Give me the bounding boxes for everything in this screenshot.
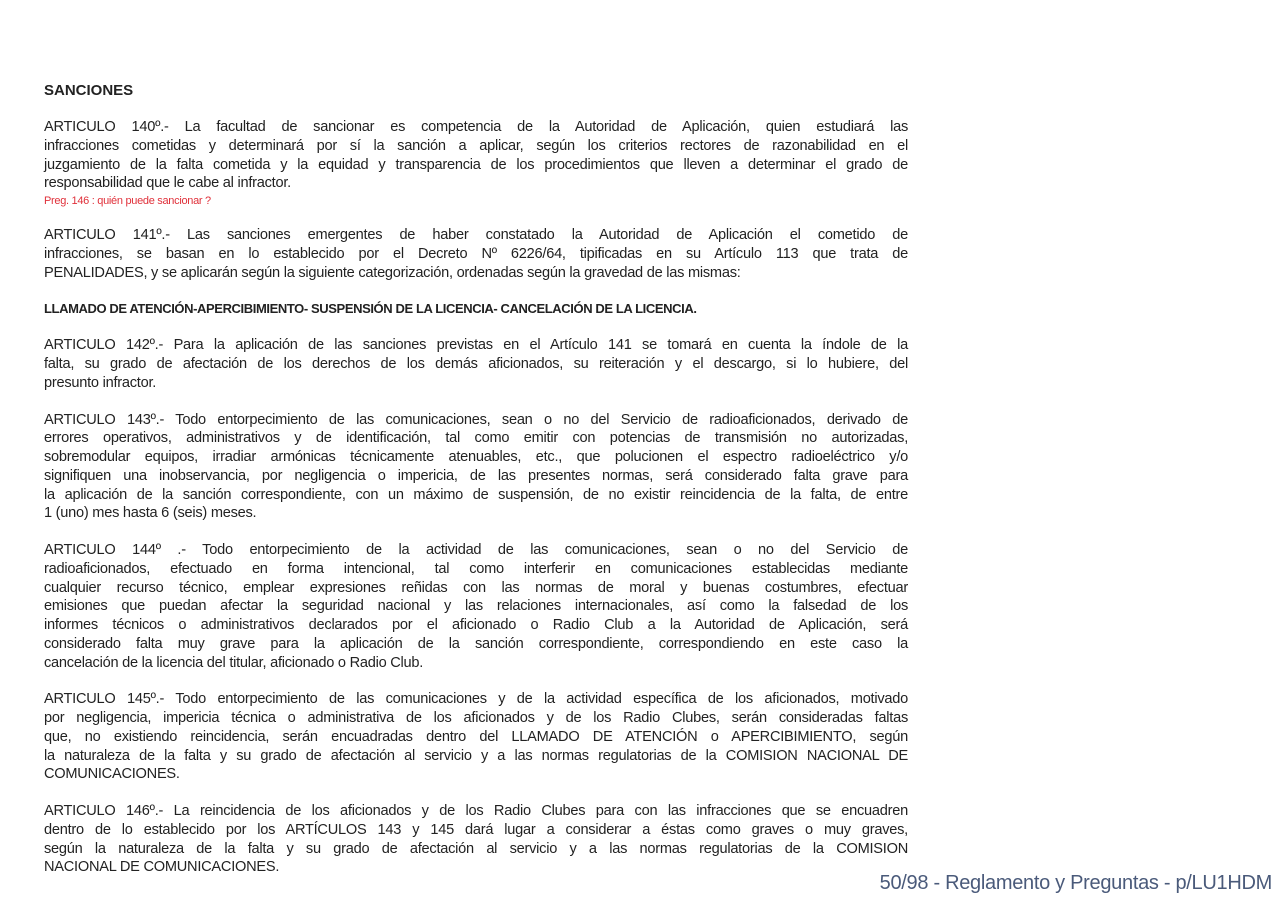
article-line: sobremodular equipos, irradiar armónicas técnicamente atenuables, etc., que polucionen el espectro radioeléctrico y/o xyxy=(44,449,908,465)
article-line: juzgamiento de la falta cometida y la equidad y transparencia de los procedimientos que lleven a determinar el grado de xyxy=(44,156,908,173)
article-line: PENALIDADES, y se aplicarán según la siguiente categorización, ordenadas según la gravedad de las mismas: xyxy=(44,264,741,281)
article-line: presunto infractor. xyxy=(44,374,157,391)
article-line: dentro de lo establecido por los ARTÍCULOS 143 y 145 dará lugar a considerar a éstas como graves o muy graves, xyxy=(44,821,908,838)
article-line: según la naturaleza de la falta y su grado de afectación al servicio y a las normas regulatorias de la COMISION xyxy=(44,840,908,857)
article-142 xyxy=(44,336,908,392)
question-note: Preg. 146 : quién puede sancionar ? xyxy=(44,195,211,207)
article-line: informes técnicos o administrativos declarados por el aficionado o Radio Club a la Autoridad de Aplicación, será xyxy=(44,617,908,633)
article-line: signifiquen una inobservancia, por negligencia o impericia, de las presentes normas, será considerado falta grave para xyxy=(44,467,908,484)
section-heading: SANCIONES xyxy=(44,82,134,99)
article-line: ARTICULO 145º.- Todo entorpecimiento de las comunicaciones y de la actividad específica de los aficionados, motivado xyxy=(44,691,908,708)
article-line: ARTICULO 144º .- Todo entorpecimiento de la actividad de las comunicaciones, sean o no del Servicio de xyxy=(44,542,908,558)
article-line: infracciones, se basan en lo establecido por el Decreto Nº 6226/64, tipificadas en su Artículo 113 que trata de xyxy=(44,245,908,262)
page-footer: 50/98 - Reglamento y Preguntas - p/LU1HDM xyxy=(879,872,1272,894)
article-line: infracciones cometidas y determinará por sí la sanción a aplicar, según los criterios rectores de razonabilidad en el xyxy=(44,137,908,154)
article-line: 1 (uno) mes hasta 6 (seis) meses. xyxy=(44,505,257,522)
article-line: que, no existiendo reincidencia, serán encuadradas dentro del LLAMADO DE ATENCIÓN o APERCIBIMIENTO, según xyxy=(44,728,908,745)
article-line: la aplicación de la sanción correspondiente, con un máximo de suspensión, de no existir reincidencia de la falta, de entre xyxy=(44,486,908,503)
article-line: la naturaleza de la falta y su grado de afectación al servicio y a las normas regulatorias de la COMISION NACIONAL DE xyxy=(44,747,908,764)
article-146 xyxy=(44,802,908,877)
article-line: ARTICULO 143º.- Todo entorpecimiento de las comunicaciones, sean o no del Servicio de radioaficionados, derivado de xyxy=(44,411,908,428)
article-line: ARTICULO 142º.- Para la aplicación de las sanciones previstas en el Artículo 141 se tomará en cuenta la índole de la xyxy=(44,337,908,354)
article-line: errores operativos, administrativos y de identificación, tal como emitir con potencias de transmisión no autorizadas, xyxy=(44,430,908,447)
sanction-categories: LLAMADO DE ATENCIÓN-APERCIBIMIENTO- SUSPENSIÓN DE LA LICENCIA- CANCELACIÓN DE LA LICENCIA. xyxy=(44,301,697,317)
article-141 xyxy=(44,226,908,282)
article-line: ARTICULO 141º.- Las sanciones emergentes de haber constatado la Autoridad de Aplicación el cometido de xyxy=(44,227,908,243)
article-line: ARTICULO 140º.- La facultad de sancionar es competencia de la Autoridad de Aplicación, quien estudiará las xyxy=(44,119,908,135)
article-line: emisiones que puedan afectar la seguridad nacional y las relaciones internacionales, así como la falsedad de los xyxy=(44,598,908,615)
article-line: cancelación de la licencia del titular, aficionado o Radio Club. xyxy=(44,654,424,671)
article-line: COMUNICACIONES. xyxy=(44,766,180,783)
articles xyxy=(44,118,908,877)
article-143 xyxy=(44,411,908,524)
article-line: por negligencia, impericia técnica o administrativa de los aficionados y de los Radio Clubes, serán consideradas faltas xyxy=(44,710,908,726)
article-line: responsabilidad que le cabe al infractor. xyxy=(44,175,291,192)
article-line: NACIONAL DE COMUNICACIONES. xyxy=(44,859,280,876)
article-140 xyxy=(44,118,908,208)
article-line: radioaficionados, efectuado en forma intencional, tal como interferir en comunicaciones establecidas mediante xyxy=(44,560,908,577)
article-145 xyxy=(44,690,908,784)
article-line: falta, su grado de afectación de los derechos de los demás aficionados, su reiteración y el descargo, si lo hubiere, del xyxy=(44,356,908,372)
document-body xyxy=(44,81,908,895)
article-line: ARTICULO 146º.- La reincidencia de los aficionados y de los Radio Clubes para con las infracciones que se encuadren xyxy=(44,803,908,819)
article-144 xyxy=(44,541,908,672)
article-line: considerado falta muy grave para la aplicación de la sanción correspondiente, correspondiendo en este caso la xyxy=(44,635,908,652)
article-line: cualquier recurso técnico, emplear expresiones reñidas con las normas de moral y buenas costumbres, efectuar xyxy=(44,579,908,596)
